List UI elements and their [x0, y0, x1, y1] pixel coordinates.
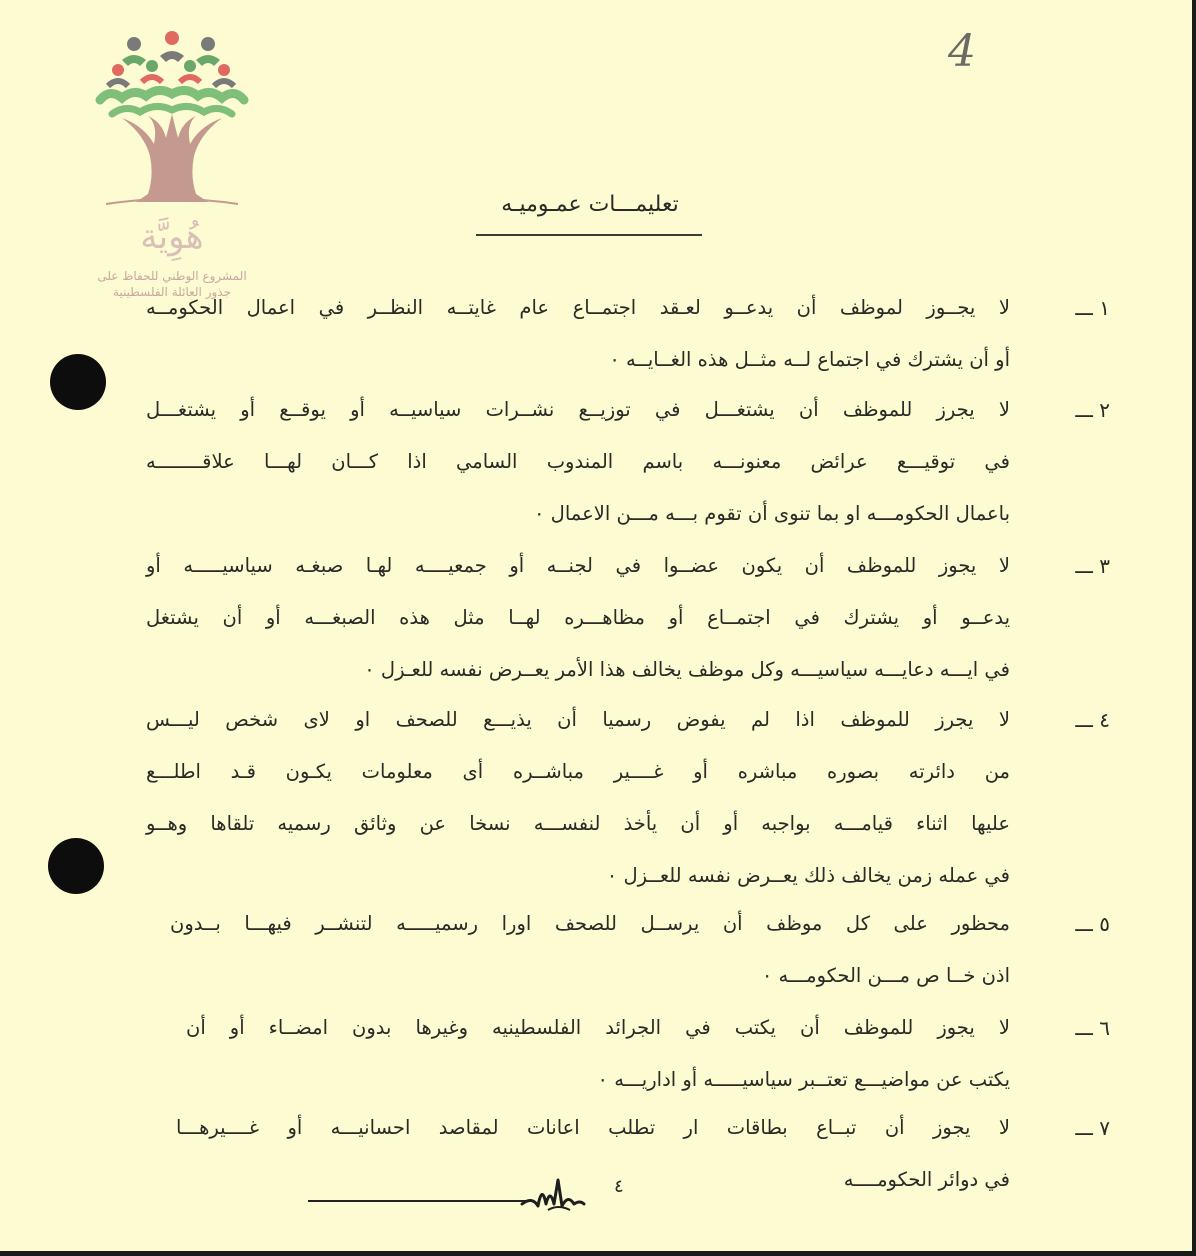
signature-line	[308, 1200, 530, 1202]
scan-edge-right	[1192, 0, 1196, 1256]
punch-hole-bottom	[48, 838, 104, 894]
item-line: باعمال الحكومـــه او بما تنوى أن تقوم بـــه مـــن الاعمال ٠	[534, 502, 1010, 525]
item-number: ٥ ـــ	[1075, 912, 1110, 936]
item-line: لا يجوز أن تبــاع بطاقات ار تطلب اعانات لمقاصد احسانيـــه أو غــــيرهـــا	[176, 1116, 1010, 1139]
item-line: لا يجوز للموظف أن يكون عضــوا في لجنــه أو جمعيــــه لهـا صبغـه سياسيـــــه أو	[146, 554, 1010, 577]
document-title: تعليمـــات عمـوميـه	[501, 192, 679, 217]
punch-hole-top	[50, 354, 106, 410]
item-line: أو أن يشترك في اجتماع لــه مثــل هذه الغــايــه ٠	[609, 348, 1010, 371]
item-line: عليها اثناء قيامـــه بواجبه أو أن يأخذ لنفســـه نسخا عن وثائق رسميه تلقاها وهــو	[146, 812, 1010, 835]
item-line: في توقيـــع عرائض معنونـــه باسم المندوب السامي اذا كـــان لهـــا علاقــــــــه	[146, 450, 1010, 473]
item-line: يدعــو أو يشترك في اجتمــاع أو مظاهـــره لهــا مثل هذه الصبغـــه أو أن يشتغل	[146, 606, 1010, 629]
item-line: لا يجــوز لموظف أن يدعــو لعـقد اجتمــاع عام غايتــه النظــر في اعمال الحكومــه	[146, 296, 1010, 319]
people-icon	[100, 31, 244, 114]
item-number: ٣ ـــ	[1075, 554, 1110, 578]
item-line: لا يجرز للموظف اذا لم يفوض رسميا أن يذيـــع للصحف او لاى شخص ليـــس	[146, 708, 1010, 731]
item-number: ٢ ـــ	[1075, 398, 1110, 422]
item-line: اذن خــا ص مـــن الحكومـــه ٠	[761, 964, 1010, 987]
footer-page-number: ٤	[614, 1176, 624, 1197]
item-line: في ايـــه دعايـــه سياسيـــه وكل موظف يخالف هذا الأمر يعــرض نفسه للعـزل ٠	[364, 658, 1010, 681]
item-line: من دائرته بصوره مباشره أو غــــير مباشــره أى معلومات يكـون قـد اطلـــع	[146, 760, 1010, 783]
item-line: لا يجوز للموظف أن يكتب في الجرائد الفلسطينيه وغيرها بدون امضــاء أو أن	[186, 1016, 1010, 1039]
handwritten-signature	[518, 1174, 588, 1218]
hawiya-logo	[82, 26, 262, 306]
item-line: محظور على كل موظف أن يرســل للصحف اورا رسميـــــه لتنشــر فيهـــا بــدون	[170, 912, 1010, 935]
handwritten-page-mark: 4	[948, 26, 976, 77]
logo-caption-line1: المشروع الوطني للحفاظ على	[97, 269, 247, 283]
item-line: لا يجرز للموظف أن يشتغـــل في توزيــع نشــرات سياسيــه أو يوقــع أو يشتغـــل	[146, 398, 1010, 421]
tree-icon	[122, 114, 222, 202]
item-number: ٧ ـــ	[1075, 1116, 1110, 1140]
title-underline	[476, 234, 702, 236]
scan-edge-bottom	[0, 1251, 1196, 1256]
logo-caption-line2: جذور العائلة الفلسطينية	[113, 285, 231, 299]
logo-name: هُوِيَّة	[140, 217, 204, 257]
item-line: في دوائر الحكومــــه	[843, 1168, 1010, 1191]
item-line: يكتب عن مواضيـــع تعتــبر سياسيـــــه أو اداريـــه ٠	[597, 1068, 1010, 1091]
item-number: ٤ ـــ	[1075, 708, 1110, 732]
item-number: ٦ ـــ	[1075, 1016, 1110, 1040]
item-line: في عمله زمن يخالف ذلك يعــرض نفسه للعــزل ٠	[606, 864, 1010, 887]
item-number: ١ ـــ	[1075, 296, 1110, 320]
